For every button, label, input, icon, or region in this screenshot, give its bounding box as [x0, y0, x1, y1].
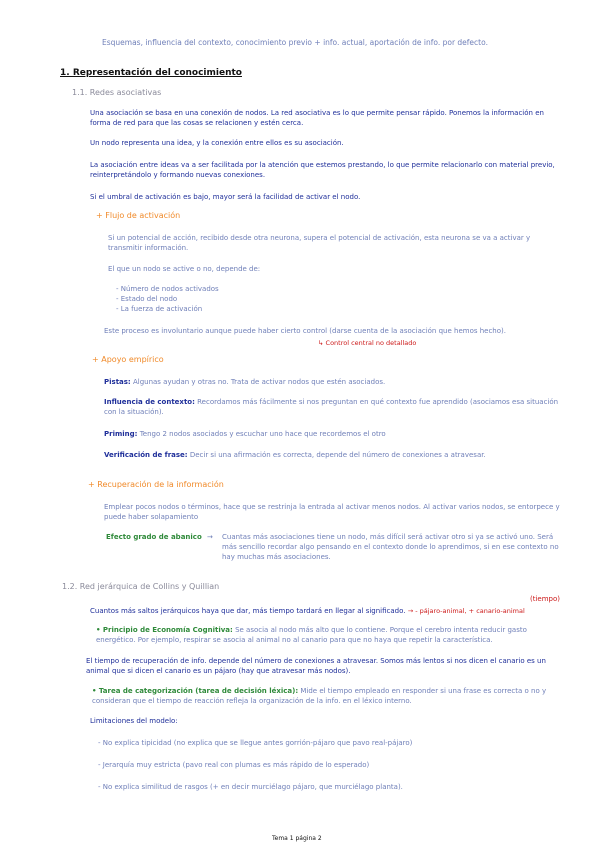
label-influencia: Influencia de contexto: [104, 398, 195, 406]
paragraph-influencia [104, 397, 564, 417]
text-categorizacion: Mide el tiempo empleado en responder si una frase es correcta o no y consideran que el tiempo de reacción refleja la organización de la info. en el léxico interno. [92, 687, 547, 705]
section-title: 1. Representación del conocimiento [60, 68, 242, 78]
subsection-title-red-jerarquica: 1.2. Red jerárquica de Collins y Quillian [62, 582, 220, 591]
list-item: - No explica similitud de rasgos (+ en decir murciélago pájaro, que murciélago planta). [98, 783, 403, 791]
paragraph-depende: El que un nodo se active o no, depende de: [108, 265, 261, 273]
paragraph-asociacion: Una asociación se basa en una conexión de nodos. La red asociativa es lo que permite pensar rápido. Ponemos la información en forma de red para que las cosas se relacionen y estén cerca. [90, 109, 544, 127]
paragraph-pocos-nodos: Emplear pocos nodos o términos, hace que se restrinja la entrada al activar menos nodos. Al activar varios nodos, se entorpece y puede haber solapamiento [104, 503, 560, 521]
paragraph-saltos [90, 606, 570, 616]
label-economia: • Principio de Economía Cognitiva: [96, 626, 233, 634]
list-limitaciones [98, 738, 558, 792]
paragraph-priming [104, 429, 564, 439]
paragraph-involuntario: Este proceso es involuntario aunque puede haber cierto control (darse cuenta de la asociación que hemos hecho). [104, 327, 506, 335]
paragraph-verificacion [104, 450, 564, 460]
list-item: - La fuerza de activación [116, 305, 203, 313]
text-economia: Se asocia al nodo más alto que lo contiene. Porque el cerebro intenta reducir gasto energético. Por ejemplo, respirar se asocia al animal no al canario para que no haya que repetir la característica. [96, 626, 527, 644]
heading-flujo-activacion: + Flujo de activación [96, 211, 181, 220]
paragraph-categorizacion [92, 686, 566, 706]
heading-apoyo-empirico: + Apoyo empírico [92, 355, 164, 364]
heading-recuperacion: + Recuperación de la información [88, 480, 224, 489]
text-verificacion: Decir si una afirmación es correcta, depende del número de conexiones a atravesar. [187, 451, 486, 459]
label-pistas: Pistas: [104, 378, 131, 386]
label-verificacion: Verificación de frase: [104, 451, 188, 459]
text-priming: Tengo 2 nodos asociados y escuchar uno hace que recordemos el otro [137, 430, 386, 438]
arrow-icon: ↳ [318, 339, 324, 347]
paragraph-economia [96, 625, 566, 645]
heading-limitaciones: Limitaciones del modelo: [90, 717, 178, 725]
label-efecto-abanico: Efecto grado de abanico [106, 533, 202, 541]
example-pajaro-animal: → - pájaro-animal [407, 607, 465, 615]
paragraph-atencion: La asociación entre ideas va a ser facilitada por la atención que estemos prestando, lo que permite relacionarlo con material previo, reinterpretándolo y formando nuevas conexiones. [90, 161, 555, 179]
arrow-efecto: → [207, 533, 213, 541]
paragraph-umbral: Si el umbral de activación es bajo, mayor será la facilidad de activar el nodo. [90, 193, 361, 201]
paragraph-efecto-abanico: Cuantas más asociaciones tiene un nodo, más difícil será activar otro si ya se activó uno. Será más sencillo recordar algo pensando en el contexto donde lo aprendimos, si en ese contexto no hay muchas más asociaciones. [222, 533, 559, 561]
annotation-text: Control central no detallado [325, 339, 417, 347]
text-saltos: Cuantos más saltos jerárquicos haya que dar, más tiempo tardará en llegar al significado. [90, 607, 406, 615]
annotation-control-central [318, 338, 416, 348]
list-factores [116, 284, 219, 314]
list-item: - No explica tipicidad (no explica que se llegue antes gorrión-pájaro que pavo real-pájaro) [98, 739, 413, 747]
paragraph-tiempo-recuperacion: El tiempo de recuperación de info. depende del número de conexiones a atravesar. Somos más lentos si nos dicen el canario es un animal que si dicen el canario es un pájaro (hay que atravesar más nodos). [86, 657, 546, 675]
header-summary: Esquemas, influencia del contexto, conocimiento previo + info. actual, aportación de info. por defecto. [102, 38, 488, 47]
annotation-tiempo: (tiempo) [530, 595, 561, 603]
label-categorizacion: • Tarea de categorización (tarea de decisión léxica): [92, 687, 299, 695]
example-canario-animal: , + canario-animal [464, 607, 525, 615]
list-item: - Estado del nodo [116, 295, 178, 303]
list-item: - Jerarquía muy estricta (pavo real con plumas es más rápido de lo esperado) [98, 761, 370, 769]
paragraph-nodo: Un nodo representa una idea, y la conexión entre ellos es su asociación. [90, 139, 344, 147]
paragraph-potencial: Si un potencial de acción, recibido desde otra neurona, supera el potencial de activación, esta neurona se va a activar y transmitir información. [108, 234, 531, 252]
text-influencia: Recordamos más fácilmente si nos preguntan en qué contexto fue aprendido (asociamos esa situación con la situación). [104, 398, 559, 416]
label-priming: Priming: [104, 430, 138, 438]
subsection-title-redes: 1.1. Redes asociativas [72, 88, 162, 97]
list-item: - Número de nodos activados [116, 285, 219, 293]
text-pistas: Algunas ayudan y otras no. Trata de activar nodos que estén asociados. [130, 378, 386, 386]
page-footer: Tema 1 página 2 [272, 835, 322, 842]
paragraph-pistas [104, 377, 564, 387]
